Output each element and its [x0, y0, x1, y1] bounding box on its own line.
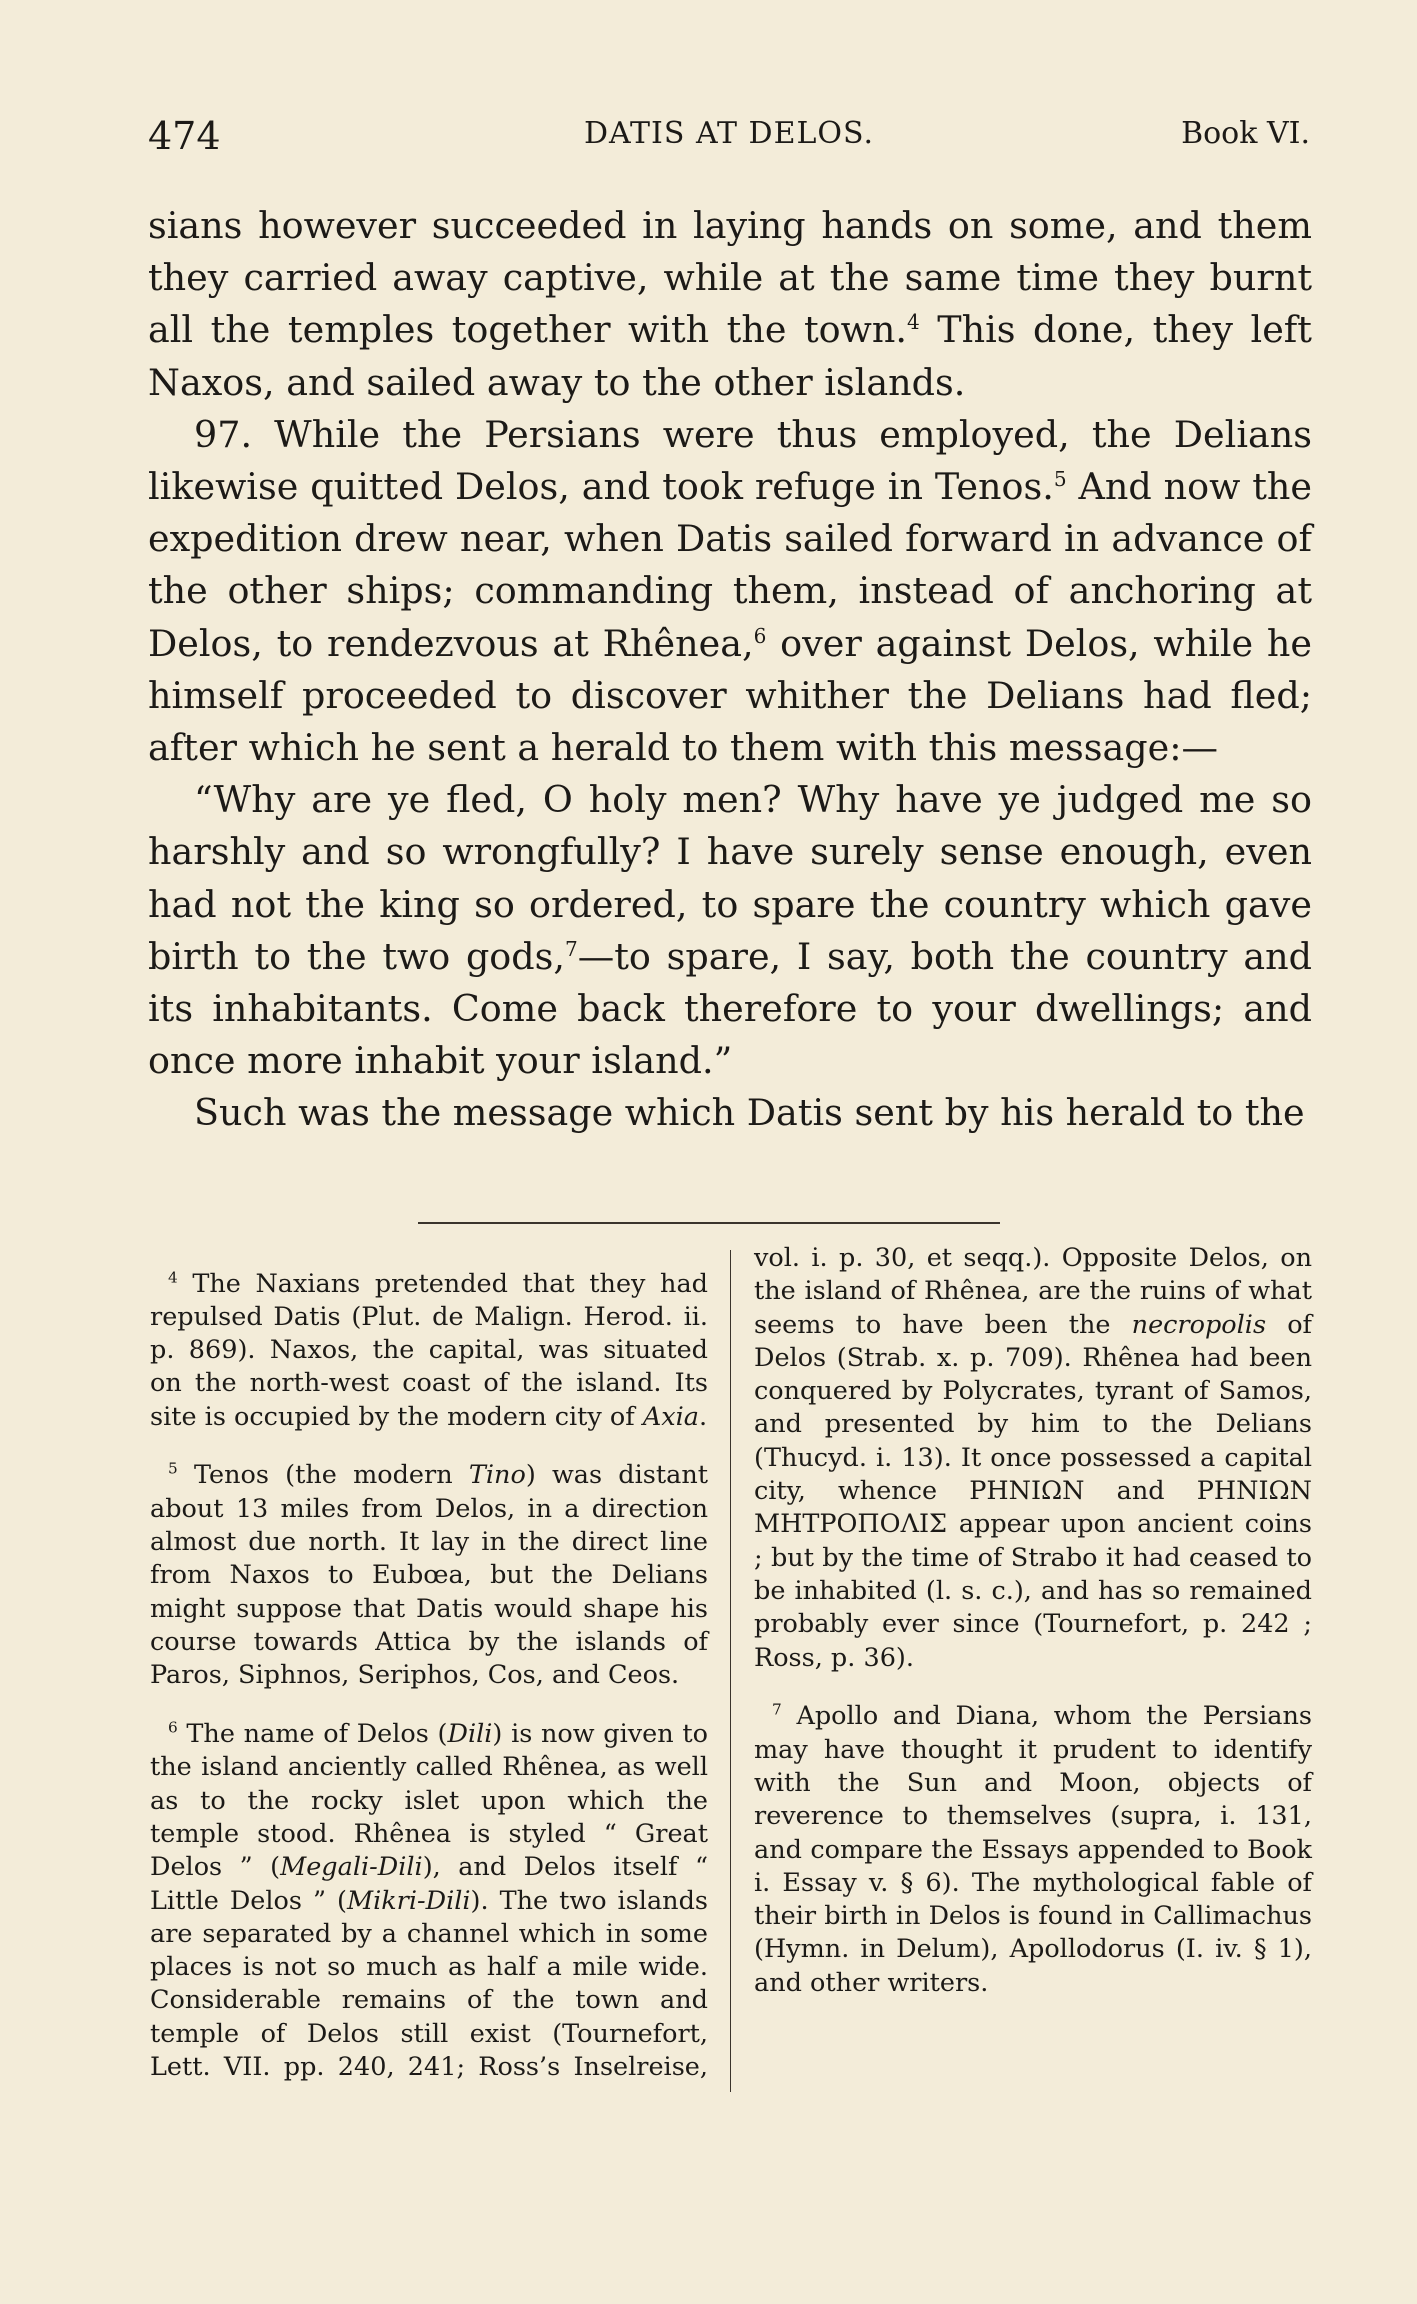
- paragraph-text: And now the expedition drew near, when Datis sailed forward in advance of the other ships; commanding them, instead of anchoring at Delos, to rendezvous at Rhênea,: [148, 465, 1313, 665]
- main-text: [148, 200, 1312, 1140]
- footnote-number: 4: [168, 1268, 178, 1286]
- paragraph-97: [148, 409, 1312, 774]
- paragraph-text: This done, they left Naxos, and sailed away to the other islands.: [148, 308, 1312, 404]
- footnote-italic: Megali-Dili: [280, 1852, 423, 1883]
- paragraph-text: sians however succeeded in laying hands on some, and them they carried away captive, while at the same time they burnt all the temples together with the town.: [148, 204, 1312, 352]
- footnote-5: [150, 1459, 708, 1692]
- footnote-text: ). The two islands are separated by a channel which in some places is not so much as half a mile wide. Considerable remains of the town and temple of Delos still exist (Tournefort, Lett. VII. pp. 240, 241; Ross’s Inselreise, vol. i. p. 30, et seqq.). Opposite Delos, on the island of Rhênea, are the ruins of what seems to have been the: [150, 1243, 1312, 2083]
- footnote-number: 7: [772, 1700, 782, 1719]
- footnote-7: [754, 1700, 1312, 2000]
- footnote-flow: [150, 1242, 1312, 2092]
- footnote-italic: Dili: [447, 1719, 493, 1750]
- footnote-italic: Mikri-Dili: [346, 1885, 471, 1916]
- footnote-italic: Tino: [468, 1460, 526, 1491]
- note-ref-5: 5: [1053, 466, 1067, 491]
- note-ref-7: 7: [564, 936, 578, 961]
- footnotes: [150, 1242, 1310, 2092]
- running-title: DATIS AT DELOS.: [583, 116, 875, 151]
- paragraph-text: 97. While the Persians were thus employed, the Delians likewise quitted Delos, and took refuge in Tenos.: [148, 412, 1312, 509]
- note-ref-4: 4: [906, 310, 920, 335]
- footnote-text: ) is now given to the island anciently called Rhênea, as well as to the rocky islet upon which the temple stood. Rhênea is styled “ Great Delos ” (: [150, 1719, 708, 1883]
- footnote-text: ) was distant about 13 miles from Delos, in a direction almost due north. It lay in the direct line from Naxos to Eubœa, but the Delians might suppose that Datis would shape his course towards Attica by the islands of Paros, Siphnos, Seriphos, Cos, and Ceos.: [150, 1460, 708, 1691]
- footnote-number: 5: [168, 1459, 178, 1478]
- footnote-rule: [418, 1222, 1000, 1224]
- paragraph-closing: Such was the message which Datis sent by his herald to the: [194, 1091, 1305, 1135]
- paragraph-text: “Why are ye fled, O holy men? Why have ye judged me so harshly and so wrongfully? I have surely sense enough, even had not the king so ordered, to spare the country which gave birth to the two gods,: [148, 778, 1312, 978]
- book-label: Book VI.: [1181, 116, 1310, 151]
- note-ref-6: 6: [753, 623, 767, 648]
- footnote-text: The Naxians pretended that they had repulsed Datis (Plut. de Malign. Herod. ii. p. 869). Naxos, the capital, was situated on the north-west coast of the island. Its site is occupied by the modern city of: [150, 1268, 708, 1432]
- running-head: [148, 108, 1310, 158]
- footnote-text: ), and Delos itself “ Little Delos ” (: [150, 1852, 708, 1916]
- footnote-number: 6: [168, 1718, 178, 1737]
- paragraph-continuation: [148, 200, 1312, 409]
- footnote-4: [150, 1268, 708, 1434]
- footnote-text: of Delos (Strab. x. p. 709). Rhênea had been conquered by Polycrates, tyrant of Samos, and presented by him to the Delians (Thucyd. i. 13). It once possessed a capital city, whence ΡΗΝΙΩΝ and ΡΗΝΙΩΝ ΜΗΤΡΟΠΟΛΙΣ appear upon ancient coins ; but by the time of Strabo it had ceased to be inhabited (l. s. c.), and has so remained probably ever since (Tournefort, p. 242 ; Ross, p. 36).: [754, 1309, 1312, 1673]
- paragraph-herald-message: [148, 774, 1312, 1087]
- footnote-text: Apollo and Diana, whom the Persians may have thought it prudent to identify with the Sun and Moon, objects of reverence to themselves (supra, i. 131, and compare the Essays appended to Book i. Essay v. § 6). The mythological fable of their birth in Delos is found in Callimachus (Hymn. in Delum), Apollodorus (I. iv. § 1), and other writers.: [754, 1701, 1312, 1998]
- footnote-text: The name of Delos (: [177, 1719, 448, 1750]
- page-number: 474: [148, 114, 221, 158]
- footnote-italic: Axia: [642, 1401, 699, 1432]
- paragraph-text: —to spare, I say, both the country and its inhabitants. Come back therefore to your dwellings; and once more inhabit your island.”: [148, 934, 1312, 1083]
- footnote-text: Tenos (the modern: [177, 1460, 469, 1491]
- footnote-italic: necropolis: [1131, 1309, 1267, 1340]
- footnote-text: .: [699, 1401, 708, 1432]
- paragraph-text: over against Delos, while he himself proceeded to discover whither the Delians had fled; after which he sent a herald to them with this message:—: [148, 621, 1312, 770]
